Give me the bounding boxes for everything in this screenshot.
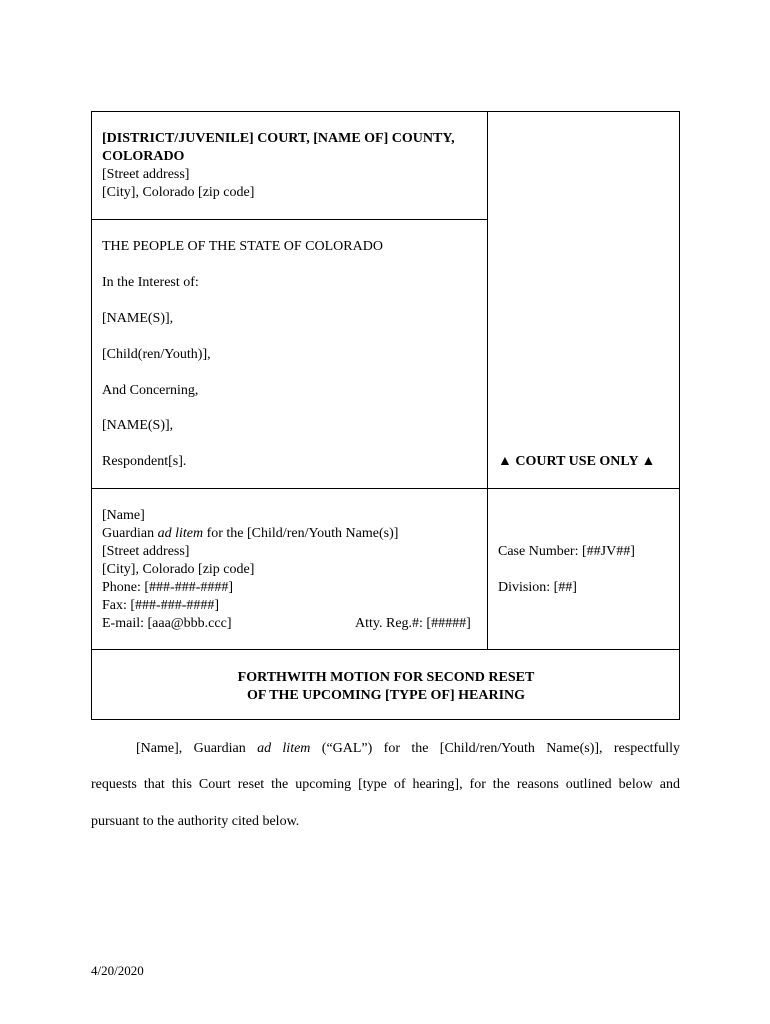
caption-column-divider [487, 112, 488, 649]
motion-title-line1: FORTHWITH MOTION FOR SECOND RESET [237, 670, 535, 685]
motion-title-line2: OF THE UPCOMING [TYPE OF] HEARING [246, 688, 526, 703]
respondents-line: Respondent[s]. [102, 454, 187, 469]
attorney-city: [City], Colorado [zip code] [102, 562, 255, 577]
body-line1: [Name], Guardian ad litem (“GAL”) for the [Child/ren/Youth Name(s)], respectfully [136, 741, 680, 756]
attorney-name: [Name] [102, 508, 145, 523]
parties-block [102, 112, 482, 488]
attorney-registration: Atty. Reg.#: [#####] [355, 616, 471, 631]
attorney-fax: Fax: [###-###-####] [102, 598, 220, 613]
body-line3: pursuant to the authority cited below. [91, 814, 300, 829]
court-street: [Street address] [102, 167, 190, 182]
case-division: Division: [##] [498, 580, 577, 595]
court-name-line1: [DISTRICT/JUVENILE] COURT, [NAME OF] COUNTY, [102, 131, 455, 146]
attorney-role: Guardian ad litem for the [Child/ren/Youth Name(s)] [102, 526, 399, 541]
concerning-line: And Concerning, [102, 383, 199, 398]
attorney-block [102, 507, 398, 633]
attorney-section-divider [92, 649, 680, 650]
people-line: THE PEOPLE OF THE STATE OF COLORADO [102, 239, 383, 254]
court-name-line2: COLORADO [102, 149, 185, 164]
footer-date: 4/20/2020 [91, 963, 144, 978]
names-line-1: [NAME(S)], [102, 311, 174, 326]
body-line2: requests that this Court reset the upcoming [type of hearing], for the reasons outlined below and [91, 777, 680, 792]
parties-section-divider [92, 488, 680, 489]
motion-title [92, 669, 680, 705]
court-city: [City], Colorado [zip code] [102, 185, 255, 200]
interest-line: In the Interest of: [102, 275, 199, 290]
body-paragraph [91, 740, 680, 758]
case-caption-table [91, 111, 680, 720]
names-line-2: [NAME(S)], [102, 418, 174, 433]
children-line: [Child(ren/Youth)], [102, 347, 211, 362]
attorney-email: E-mail: [aaa@bbb.ccc] [102, 616, 232, 631]
attorney-phone: Phone: [###-###-####] [102, 580, 234, 595]
case-number: Case Number: [##JV##] [498, 544, 635, 559]
attorney-street: [Street address] [102, 544, 190, 559]
court-use-only-label: ▲ COURT USE ONLY ▲ [498, 454, 656, 469]
